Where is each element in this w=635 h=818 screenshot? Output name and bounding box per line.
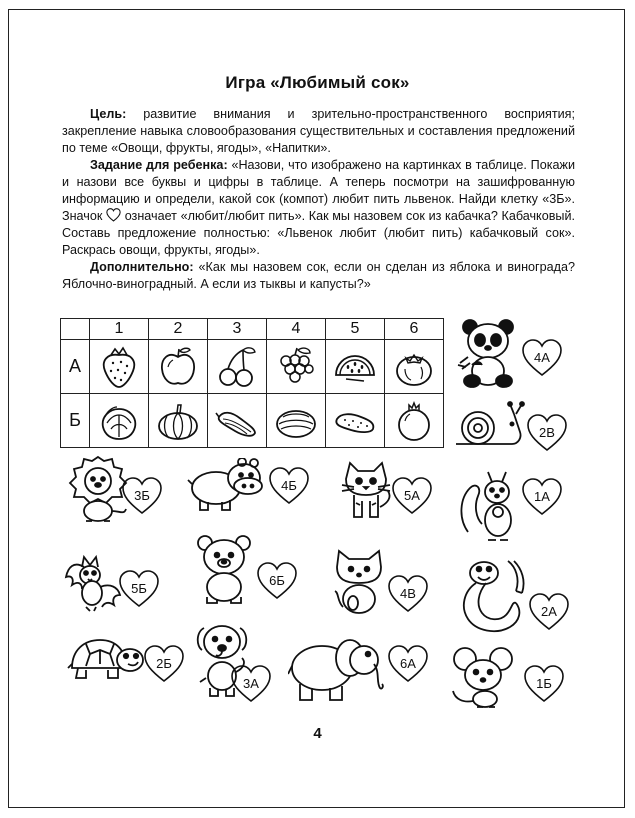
heart-code <box>391 476 433 516</box>
grapes-icon <box>274 345 318 389</box>
code-label: 1А <box>534 489 550 504</box>
squirrel-figure <box>458 468 520 553</box>
table-row-b <box>61 394 444 448</box>
heart-code <box>526 413 568 453</box>
cell-a5 <box>326 340 385 394</box>
pumpkin-icon <box>155 399 201 443</box>
column-header: 3 <box>208 319 267 340</box>
code-label: 2В <box>539 425 555 440</box>
heart-code <box>523 664 565 704</box>
kitten-icon <box>336 457 396 523</box>
heart-code <box>268 466 310 506</box>
panda-icon <box>456 317 520 389</box>
melon-icon <box>273 399 319 443</box>
code-label: 2А <box>541 604 557 619</box>
task-paragraph <box>62 157 575 259</box>
code-label: 4В <box>400 586 416 601</box>
instructions <box>62 106 575 293</box>
bear-icon <box>191 533 257 605</box>
bear-figure <box>191 533 257 610</box>
heart-code <box>118 569 160 609</box>
turtle-icon <box>66 634 146 686</box>
task-label: Задание для ребенка: <box>90 158 228 172</box>
strawberry-icon <box>99 345 139 389</box>
cell-b1 <box>90 394 149 448</box>
bat-figure <box>64 553 124 620</box>
column-header: 5 <box>326 319 385 340</box>
bat-icon <box>64 553 124 615</box>
code-label: 1Б <box>536 676 552 691</box>
code-label: 6А <box>400 656 416 671</box>
heart-code <box>387 574 429 614</box>
goal-label: Цель: <box>90 107 127 121</box>
column-header: 2 <box>149 319 208 340</box>
elephant-figure <box>288 632 384 709</box>
heart-icon <box>106 208 121 222</box>
cell-a6 <box>385 340 444 394</box>
cell-b5 <box>326 394 385 448</box>
elephant-icon <box>288 632 384 704</box>
squirrel-icon <box>458 468 520 548</box>
snail-figure <box>452 400 526 457</box>
apple-icon <box>158 345 198 389</box>
heart-code <box>121 476 163 516</box>
snail-icon <box>452 400 526 452</box>
page-title: Игра «Любимый сок» <box>225 73 410 92</box>
row-label: Б <box>61 394 90 448</box>
table-row-a <box>61 340 444 394</box>
mouse-figure <box>449 645 519 714</box>
tomato-icon <box>393 345 435 389</box>
column-header: 6 <box>385 319 444 340</box>
table-corner <box>61 319 90 340</box>
code-label: 2Б <box>156 656 172 671</box>
snake-icon <box>456 557 528 639</box>
heart-code <box>521 338 563 378</box>
heart-code <box>528 592 570 632</box>
cell-b2 <box>149 394 208 448</box>
turtle-figure <box>66 634 146 691</box>
hippo-icon <box>186 458 268 512</box>
code-label: 5А <box>404 488 420 503</box>
code-label: 4Б <box>281 478 297 493</box>
heart-code <box>256 561 298 601</box>
page-number: 4 <box>313 725 322 742</box>
zucchini-icon <box>213 399 261 443</box>
cell-a2 <box>149 340 208 394</box>
row-label: А <box>61 340 90 394</box>
cell-a3 <box>208 340 267 394</box>
pomegranate-icon <box>393 399 435 443</box>
watermelon-icon <box>332 345 378 389</box>
extra-paragraph <box>62 259 575 293</box>
cell-b3 <box>208 394 267 448</box>
kitten-figure <box>336 457 396 528</box>
code-label: 5Б <box>131 581 147 596</box>
cell-b6 <box>385 394 444 448</box>
cucumber-icon <box>331 399 379 443</box>
code-label: 3Б <box>134 488 150 503</box>
cat-icon <box>331 547 387 615</box>
heart-code <box>521 477 563 517</box>
mouse-icon <box>449 645 519 709</box>
cherries-icon <box>215 345 259 389</box>
code-label: 4А <box>534 350 550 365</box>
heart-code <box>230 664 272 704</box>
cat-figure <box>331 547 387 620</box>
code-label: 3А <box>243 676 259 691</box>
cell-a4 <box>267 340 326 394</box>
table-header-row <box>61 319 444 340</box>
goal-text: развитие внимания и зрительно-пространственного восприятия; закрепление навыка словообразования существительных и составления предложений по теме «Овощи, фрукты, ягоды», «Напитки». <box>62 107 575 155</box>
panda-figure <box>456 317 520 394</box>
code-table <box>60 318 444 448</box>
goal-paragraph <box>62 106 575 157</box>
code-label: 6Б <box>269 573 285 588</box>
extra-text: «Как мы назовем сок, если он сделан из яблока и винограда? Яблочно-виноградный. А если из тыквы и капусты?» <box>62 260 575 291</box>
heart-code <box>143 644 185 684</box>
cabbage-icon <box>97 399 141 443</box>
hippo-figure <box>186 458 268 517</box>
task-text-b: означает «любит/любит пить». Как мы назовем сок из кабачка? Кабачковый. Составь предложение полностью: «Львенок любит (любит пить) кабачковый сок». Раскрась овощи, фрукты, ягоды». <box>62 209 575 257</box>
cell-b4 <box>267 394 326 448</box>
extra-label: Дополнительно: <box>90 260 194 274</box>
cell-a1 <box>90 340 149 394</box>
column-header: 4 <box>267 319 326 340</box>
column-header: 1 <box>90 319 149 340</box>
heart-code <box>387 644 429 684</box>
task-text-a: «Назови, что изображено на картинках в таблице. Покажи и назови все буквы и цифры в таблице. А теперь посмотри на зашифрованную информацию и определи, какой сок (компот) любит пить львенок. Найди клетку «3Б». Значок <box>62 158 575 223</box>
snake-figure <box>456 557 528 644</box>
